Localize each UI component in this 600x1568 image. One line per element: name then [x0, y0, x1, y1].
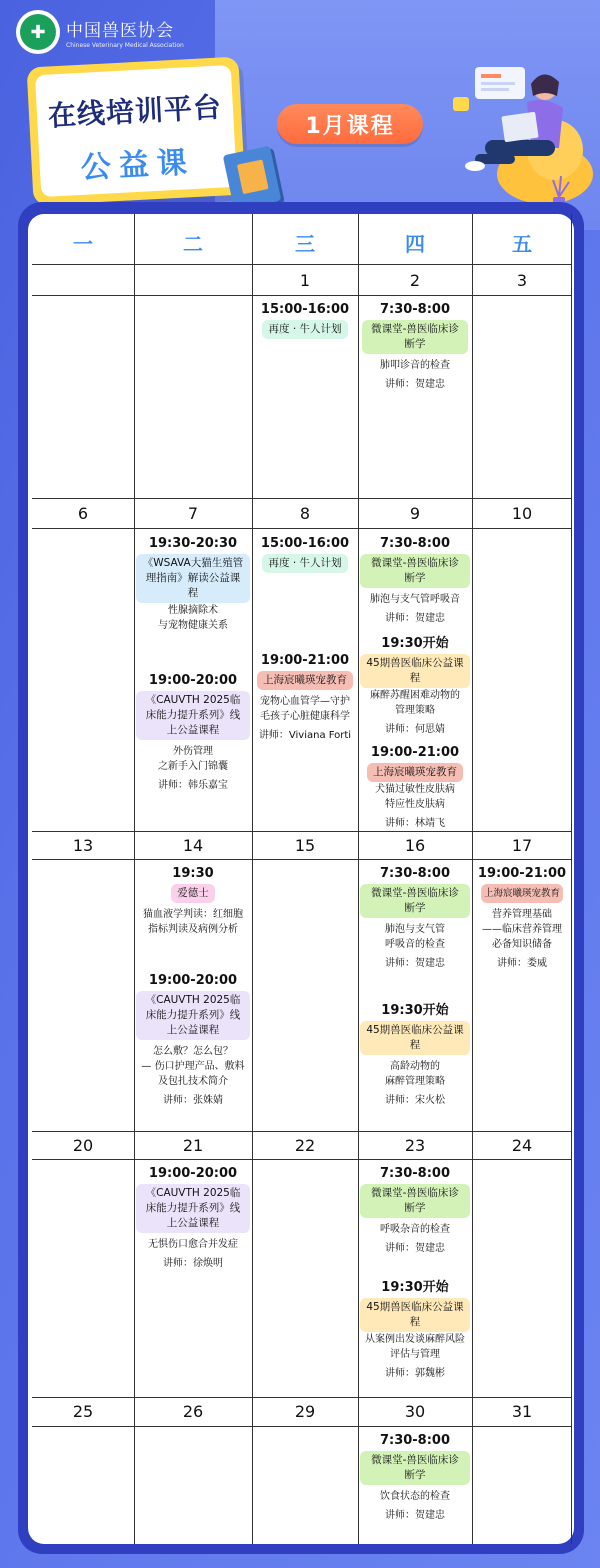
event-time: 19:30开始	[381, 1003, 449, 1018]
event-topic: 毛孩子心脏健康科学	[260, 711, 350, 722]
event-card[interactable]	[136, 534, 250, 793]
event-time: 7:30-8:00	[379, 302, 451, 317]
calendar-grid	[32, 214, 572, 1544]
event-topic: 宠物心血管学—守护	[260, 696, 350, 707]
day-number: 9	[409, 504, 421, 523]
event-topic: 管理策略	[395, 705, 435, 716]
weekday-wed: 三	[295, 232, 315, 256]
event-topic: 性腺摘除术	[168, 605, 218, 616]
event-topic: 特应性皮肤病	[385, 799, 445, 810]
event-topic: 外伤管理	[173, 746, 213, 757]
event-time: 19:00-20:00	[148, 1166, 238, 1181]
event-topic: 指标判读及病例分析	[148, 924, 238, 935]
event-card[interactable]	[252, 534, 358, 743]
event-card[interactable]	[362, 300, 468, 392]
event-lecturer: 讲师：何思婧	[385, 724, 445, 735]
event-lecturer: 讲师：宋火松	[385, 1095, 445, 1106]
event-topic: ——临床营养管理	[482, 924, 562, 935]
event-lecturer: 讲师：贺建忠	[385, 1510, 445, 1521]
event-tag: 45期兽医临床公益课程	[360, 1298, 470, 1332]
event-time: 7:30-8:00	[379, 1433, 451, 1448]
event-topic: 必备知识储备	[492, 939, 552, 950]
month-badge: 1月课程	[277, 104, 423, 144]
event-topic: 怎么敷？怎么包？	[153, 1046, 233, 1057]
day-number: 2	[409, 271, 421, 290]
weekday-tue: 二	[183, 232, 203, 256]
day-number: 23	[404, 1136, 426, 1155]
event-time: 19:30	[172, 866, 214, 881]
event-lecturer: 讲师：贺建忠	[385, 958, 445, 969]
event-lecturer: 讲师：郭魏彬	[385, 1368, 445, 1379]
event-time: 15:00-16:00	[260, 536, 350, 551]
day-number: 25	[72, 1402, 94, 1421]
page-title: 在线培训平台	[47, 90, 223, 133]
day-number: 20	[72, 1136, 94, 1155]
day-number: 30	[404, 1402, 426, 1421]
event-lecturer: 讲师：娄威	[497, 958, 547, 969]
event-lecturer: 讲师：贺建忠	[385, 1243, 445, 1254]
event-lecturer: 讲师：徐焕明	[163, 1258, 223, 1269]
day-number: 26	[182, 1402, 204, 1421]
day-number: 31	[511, 1402, 533, 1421]
event-tag: 上海宸曦瑛宠教育	[257, 671, 353, 690]
event-lecturer: 讲师：Viviana Forti	[258, 730, 352, 741]
event-tag: 再度 · 牛人计划	[262, 554, 347, 573]
day-number: 24	[511, 1136, 533, 1155]
event-topic: 及包扎技术简介	[158, 1076, 228, 1087]
day-number: 17	[511, 836, 533, 855]
event-card[interactable]	[360, 1164, 470, 1381]
day-number: 10	[511, 504, 533, 523]
event-tag: 《CAUVTH 2025临床能力提升系列》线上公益课程	[136, 991, 250, 1040]
weekday-thu: 四	[405, 232, 425, 256]
event-topic: 营养管理基础	[492, 909, 552, 920]
event-tag: 再度 · 牛人计划	[262, 320, 347, 339]
event-time: 15:00-16:00	[260, 302, 350, 317]
event-card[interactable]	[360, 534, 470, 831]
event-card[interactable]	[473, 864, 571, 971]
event-tag: 45期兽医临床公益课程	[360, 1021, 470, 1055]
weekday-fri: 五	[512, 232, 532, 256]
event-tag: 微课堂-兽医临床诊断学	[362, 320, 468, 354]
event-lecturer: 讲师：林靖飞	[385, 818, 445, 829]
event-topic: 麻醉管理策略	[385, 1076, 445, 1087]
event-card[interactable]	[252, 300, 358, 339]
event-topic: 高龄动物的	[390, 1061, 440, 1072]
day-number: 14	[182, 836, 204, 855]
event-topic: — 伤口护理产品、敷料	[141, 1061, 245, 1072]
event-topic: 之新手入门锦囊	[158, 761, 228, 772]
event-tag: 微课堂-兽医临床诊断学	[360, 554, 470, 588]
page-subtitle: 公益课	[79, 144, 196, 186]
event-topic: 呼吸音的检查	[385, 939, 445, 950]
event-topic: 与宠物健康关系	[158, 620, 228, 631]
day-number: 8	[299, 504, 311, 523]
title-card	[27, 57, 246, 206]
brand-name-en: Chinese Veterinary Medical Association	[66, 41, 184, 49]
person-laptop-illustration	[445, 62, 595, 212]
event-card[interactable]	[360, 1431, 470, 1523]
brand-name: 中国兽医协会	[66, 20, 174, 41]
brand-logo	[16, 10, 184, 54]
event-tag: 微课堂-兽医临床诊断学	[360, 1184, 470, 1218]
event-topic: 犬猫过敏性皮肤病	[375, 784, 455, 795]
event-card[interactable]	[360, 864, 470, 1108]
event-tag: 爱德士	[171, 884, 215, 903]
event-topic: 猫血液学判读：红细胞	[143, 909, 243, 920]
event-card[interactable]	[136, 1164, 250, 1271]
event-tag: 《CAUVTH 2025临床能力提升系列》线上公益课程	[136, 1184, 250, 1233]
event-topic: 无惧伤口愈合并发症	[148, 1239, 238, 1250]
event-topic: 麻醉苏醒困难动物的	[370, 690, 460, 701]
event-lecturer: 讲师：韩乐嘉宝	[158, 780, 228, 791]
event-lecturer: 讲师：张姝婧	[163, 1095, 223, 1106]
event-topic: 肺叩诊音的检查	[380, 360, 450, 371]
event-topic: 从案例出发谈麻醉风险	[365, 1334, 465, 1345]
day-number: 3	[516, 271, 528, 290]
day-number: 29	[294, 1402, 316, 1421]
event-time: 19:30开始	[381, 636, 449, 651]
event-lecturer: 讲师：贺建忠	[385, 613, 445, 624]
event-time: 7:30-8:00	[379, 866, 451, 881]
event-time: 19:00-20:00	[148, 973, 238, 988]
event-tag: 上海宸曦瑛宠教育	[367, 763, 463, 782]
event-time: 7:30-8:00	[379, 536, 451, 551]
event-card[interactable]	[136, 864, 250, 1108]
event-tag: 微课堂-兽医临床诊断学	[360, 1451, 470, 1485]
event-time: 19:00-21:00	[477, 866, 567, 881]
event-topic: 肺泡与支气管呼吸音	[370, 594, 460, 605]
day-number: 13	[72, 836, 94, 855]
day-number: 7	[187, 504, 199, 523]
event-tag: 微课堂-兽医临床诊断学	[360, 884, 470, 918]
day-number: 22	[294, 1136, 316, 1155]
day-number: 1	[299, 271, 311, 290]
event-time: 19:30开始	[381, 1280, 449, 1295]
day-number: 15	[294, 836, 316, 855]
event-tag: 《WSAVA大猫生殖管理指南》解读公益课程	[136, 554, 250, 603]
event-topic: 呼吸杂音的检查	[380, 1224, 450, 1235]
event-time: 7:30-8:00	[379, 1166, 451, 1181]
event-time: 19:00-21:00	[260, 653, 350, 668]
event-time: 19:00-20:00	[148, 673, 238, 688]
weekday-mon: 一	[73, 232, 93, 256]
event-topic: 评估与管理	[390, 1349, 440, 1360]
event-time: 19:30-20:30	[148, 536, 238, 551]
event-tag: 45期兽医临床公益课程	[360, 654, 470, 688]
event-topic: 饮食状态的检查	[380, 1491, 450, 1502]
event-time: 19:00-21:00	[370, 745, 460, 760]
event-tag: 上海宸曦瑛宠教育	[481, 884, 563, 903]
day-number: 21	[182, 1136, 204, 1155]
event-tag: 《CAUVTH 2025临床能力提升系列》线上公益课程	[136, 691, 250, 740]
day-number: 16	[404, 836, 426, 855]
day-number: 6	[77, 504, 89, 523]
cvma-emblem-icon: ✚	[16, 10, 60, 54]
event-lecturer: 讲师：贺建忠	[385, 379, 445, 390]
event-topic: 肺泡与支气管	[385, 924, 445, 935]
